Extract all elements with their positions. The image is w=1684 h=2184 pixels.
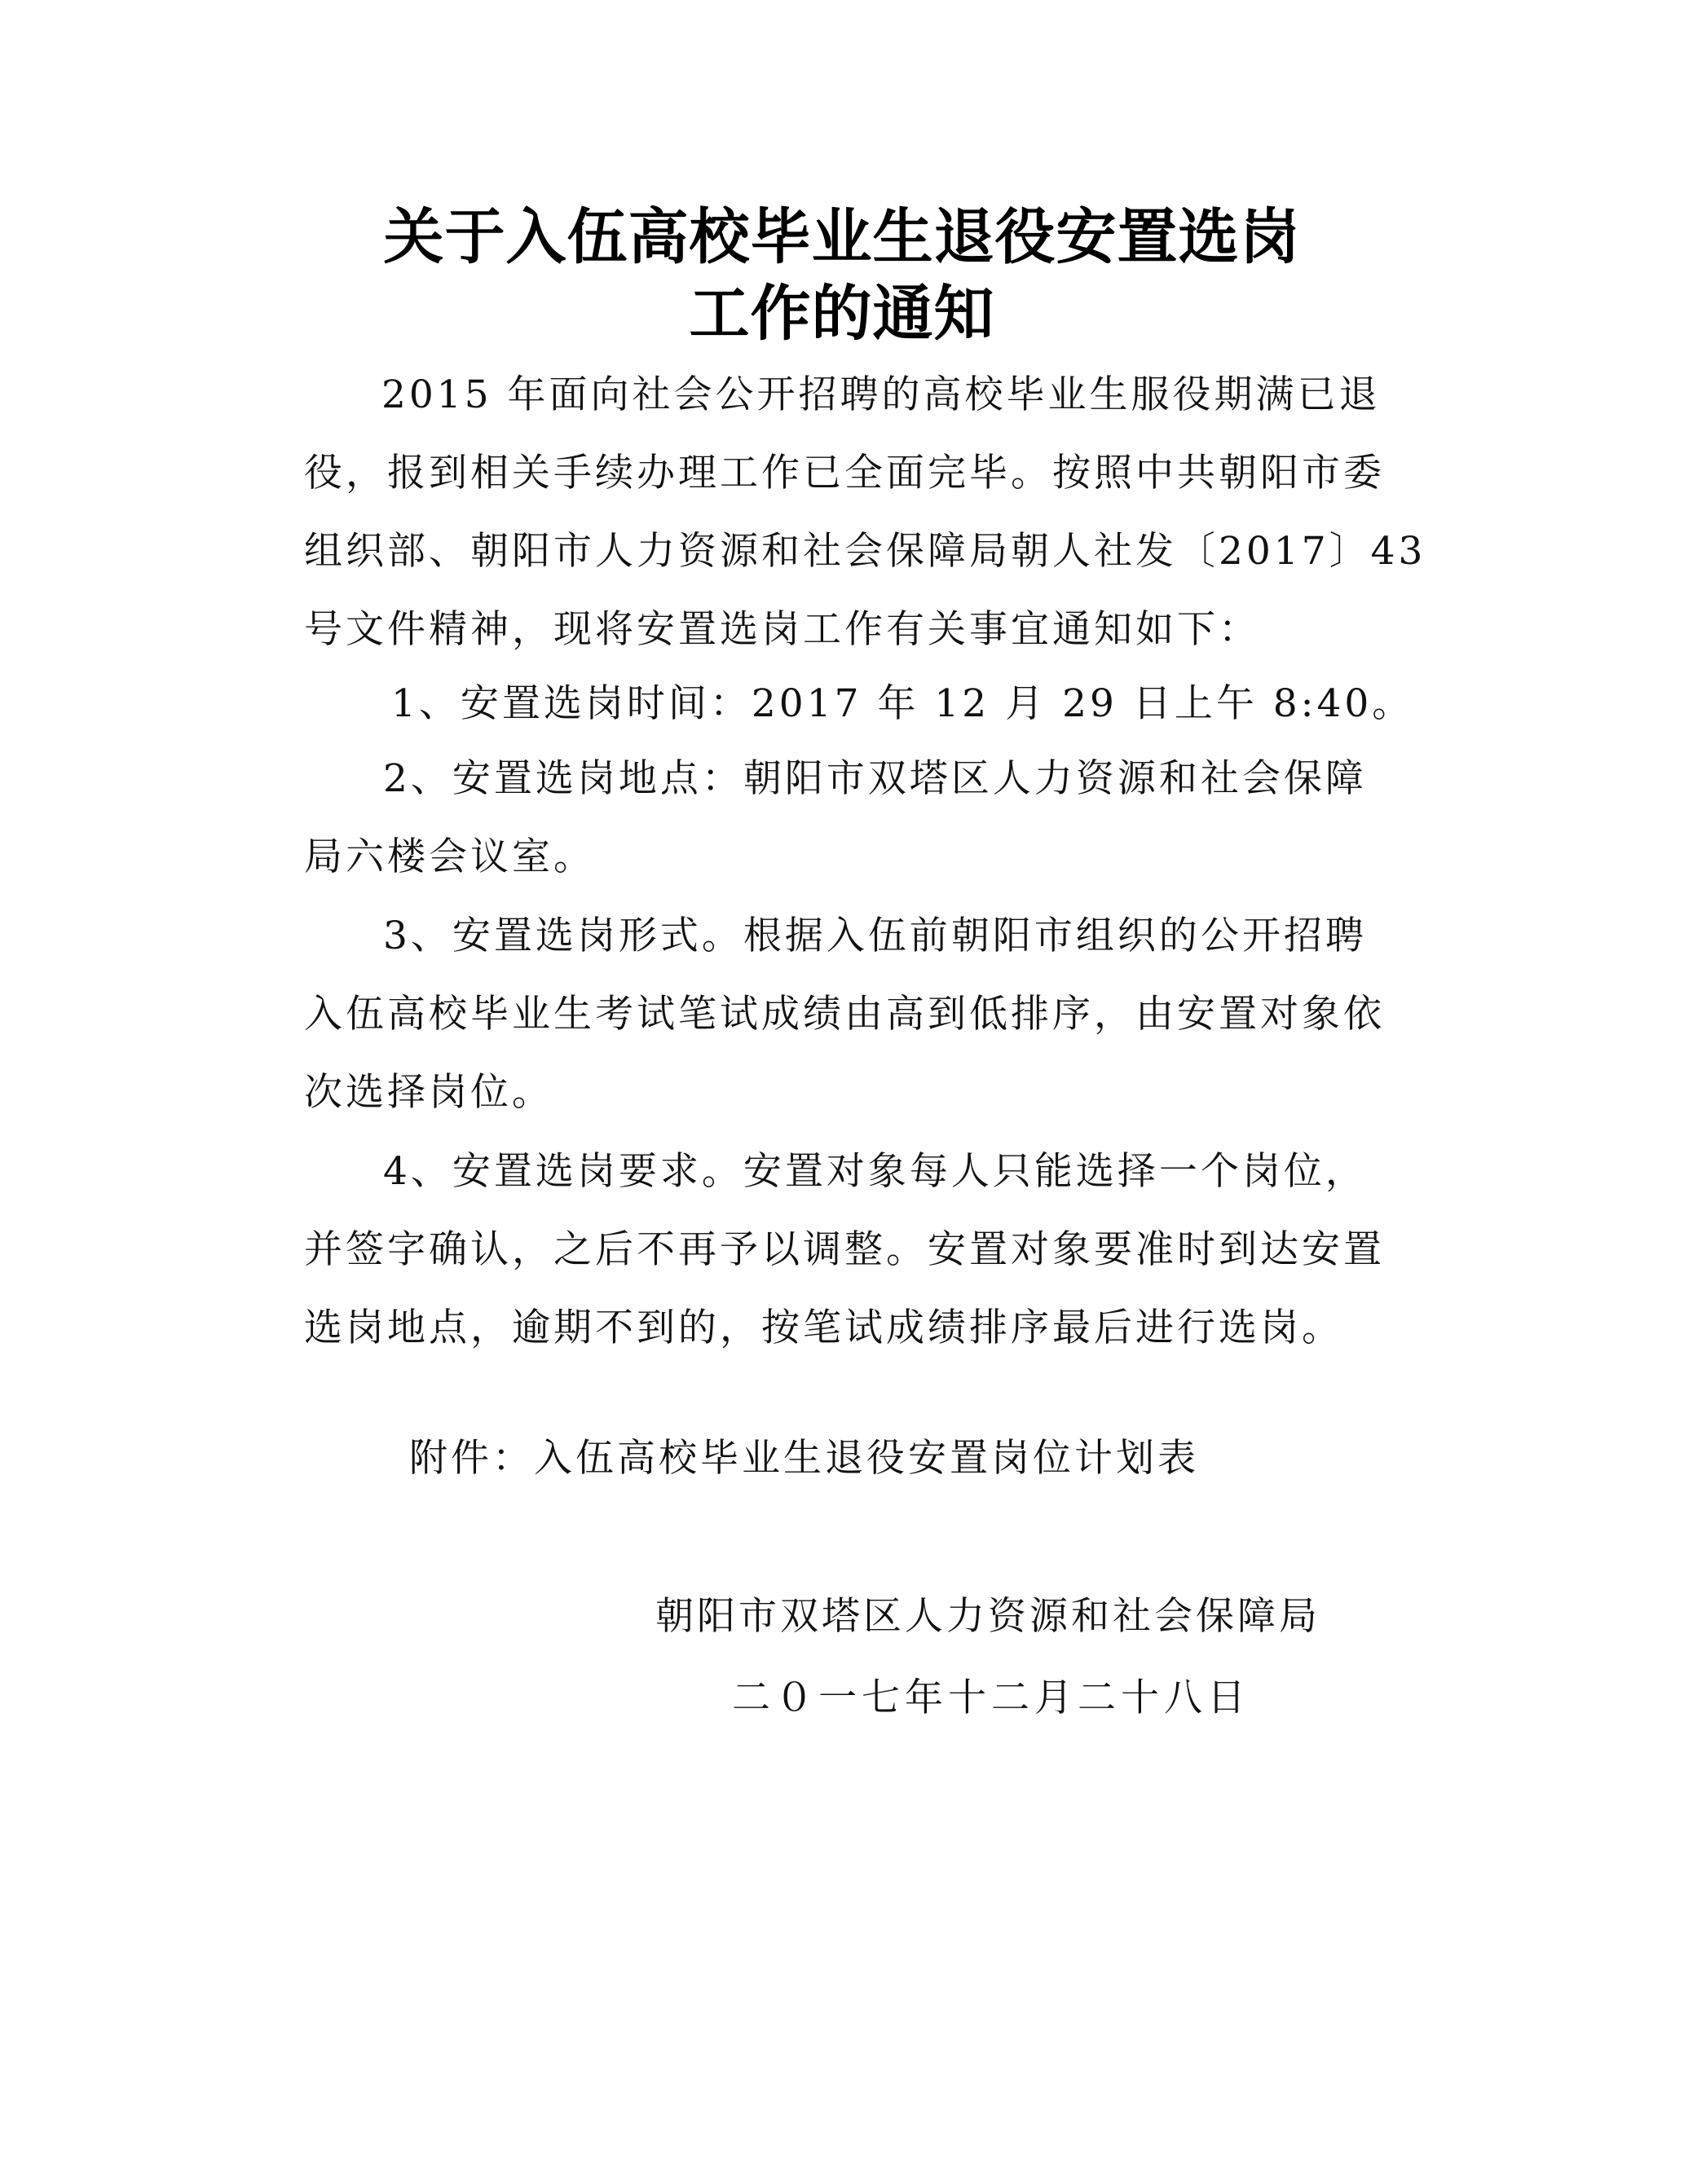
document-title-line-1: 关于入伍高校毕业生退役安置选岗	[383, 202, 1301, 272]
document-title-line-2: 工作的通知	[689, 279, 995, 349]
item-3-line: 3、安置选岗形式。根据入伍前朝阳市组织的公开招聘	[383, 914, 1367, 958]
intro-line: 组织部、朝阳市人力资源和社会保障局朝人社发〔2017〕43	[304, 529, 1426, 574]
item-4-line: 4、安置选岗要求。安置对象每人只能选择一个岗位，	[383, 1149, 1367, 1194]
item-2-line: 2、安置选岗地点：朝阳市双塔区人力资源和社会保障	[383, 756, 1367, 801]
item-2-line: 局六楼会议室。	[304, 834, 595, 879]
intro-line: 役，报到相关手续办理工作已全面完毕。按照中共朝阳市委	[304, 451, 1385, 495]
attachment-note: 附件：入伍高校毕业生退役安置岗位计划表	[409, 1436, 1199, 1481]
issuing-organization: 朝阳市双塔区人力资源和社会保障局	[655, 1594, 1320, 1639]
item-4-line: 并签字确认，之后不再予以调整。安置对象要准时到达安置	[304, 1227, 1385, 1272]
intro-line: 号文件精神，现将安置选岗工作有关事宜通知如下：	[304, 607, 1260, 652]
item-3-line: 入伍高校毕业生考试笔试成绩由高到低排序，由安置对象依	[304, 992, 1385, 1037]
item-1-line: 1、安置选岗时间：2017 年 12 月 29 日上午 8:40。	[391, 681, 1414, 726]
item-3-line: 次选择岗位。	[304, 1070, 553, 1115]
issue-date: 二０一七年十二月二十八日	[732, 1675, 1250, 1720]
item-4-line: 选岗地点，逾期不到的，按笔试成绩排序最后进行选岗。	[304, 1306, 1343, 1350]
intro-line: 2015 年面向社会公开招聘的高校毕业生服役期满已退	[381, 372, 1381, 417]
